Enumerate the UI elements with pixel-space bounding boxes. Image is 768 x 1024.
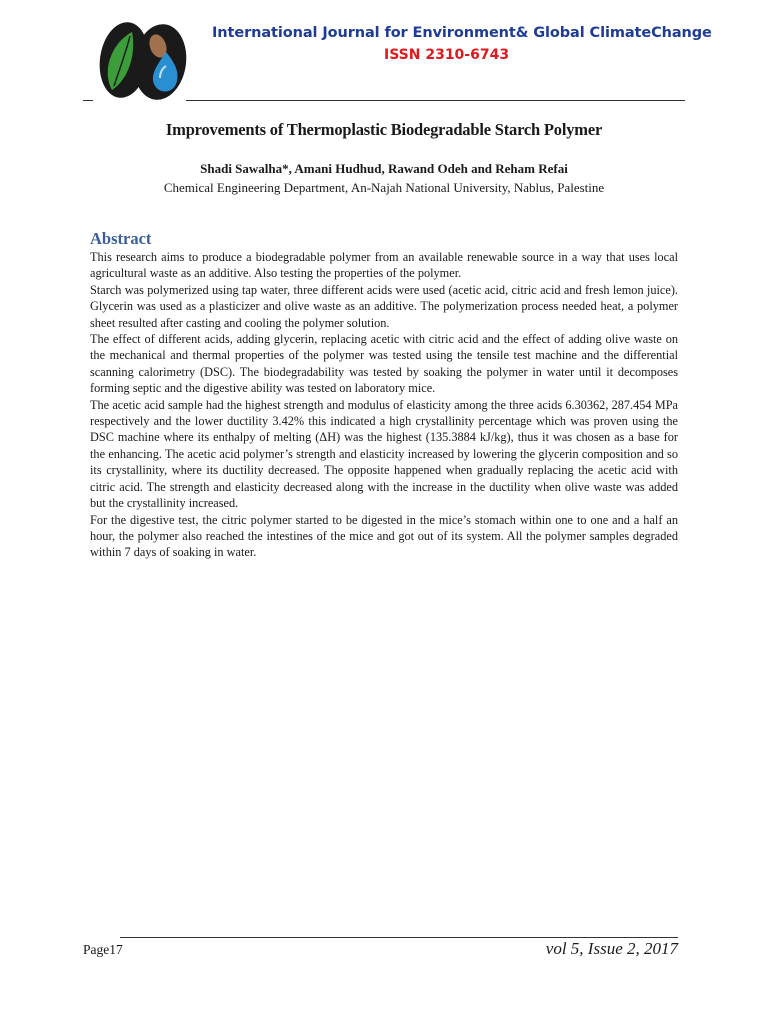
paper-affiliation: Chemical Engineering Department, An-Najah National University, Nablus, Palestine bbox=[163, 180, 605, 195]
journal-issn: ISSN 2310-6743 bbox=[384, 47, 510, 63]
page-number: Page17 bbox=[83, 942, 123, 957]
abstract-body bbox=[90, 249, 678, 561]
footer-rule bbox=[120, 937, 678, 938]
abstract-paragraph: The acetic acid sample had the highest strength and modulus of elasticity among the three acids 6.30362, 287.454 MPa respectively and the lower ductility 3.42% this indicated a high crystallinity percentage which was proven using the DSC machine where its enthalpy of melting (ΔH) was the highest (135.3884 kJ/kg), thus it was chosen as a base for the enhancing. The acetic acid polymer’s strength and elasticity increased by lowering the glycerin composition and so its crystallinity, where its ductility decreased. The opposite happened when gradually replacing the acetic acid with citric acid. The strength and elasticity decreased along with the increase in the ductility when olive waste was added but the crystallinity increased. bbox=[90, 397, 678, 511]
journal-logo-icon bbox=[96, 12, 192, 104]
abstract-paragraph: Starch was polymerized using tap water, three different acids were used (acetic acid, citric acid and fresh lemon juice). Glycerin was used as a plasticizer and olive waste as an additive. The polymerization process needed heat, a polymer sheet resulted after casting and cooling the polymer solution. bbox=[90, 282, 678, 330]
paper-authors: Shadi Sawalha*, Amani Hudhud, Rawand Odeh and Reham Refai bbox=[200, 161, 568, 176]
header-rule bbox=[186, 100, 685, 101]
abstract-paragraph: For the digestive test, the citric polymer started to be digested in the mice’s stomach within one to one and a half an hour, the polymer also reached the intestines of the mice and got out of its system. All the polymer samples degraded within 7 days of soaking in water. bbox=[90, 512, 678, 560]
abstract-paragraph: The effect of different acids, adding glycerin, replacing acetic with citric acid and the effect of adding olive waste on the mechanical and thermal properties of the polymer was tested using the tensile test machine and the differential scanning calorimetry (DSC). The biodegradability was tested by soaking the polymer in water until it decomposes forming septic and the digestive ability was tested on laboratory mice. bbox=[90, 332, 678, 396]
header-rule-short bbox=[83, 100, 93, 101]
volume-issue: vol 5, Issue 2, 2017 bbox=[545, 939, 678, 958]
abstract-heading: Abstract bbox=[90, 229, 152, 248]
journal-name: International Journal for Environment& Global ClimateChange bbox=[212, 25, 712, 41]
paper-title: Improvements of Thermoplastic Biodegradable Starch Polymer bbox=[165, 120, 603, 139]
abstract-paragraph: This research aims to produce a biodegradable polymer from an available renewable source in a way that uses local agricultural waste as an additive. Also testing the properties of the polymer. bbox=[90, 250, 678, 281]
